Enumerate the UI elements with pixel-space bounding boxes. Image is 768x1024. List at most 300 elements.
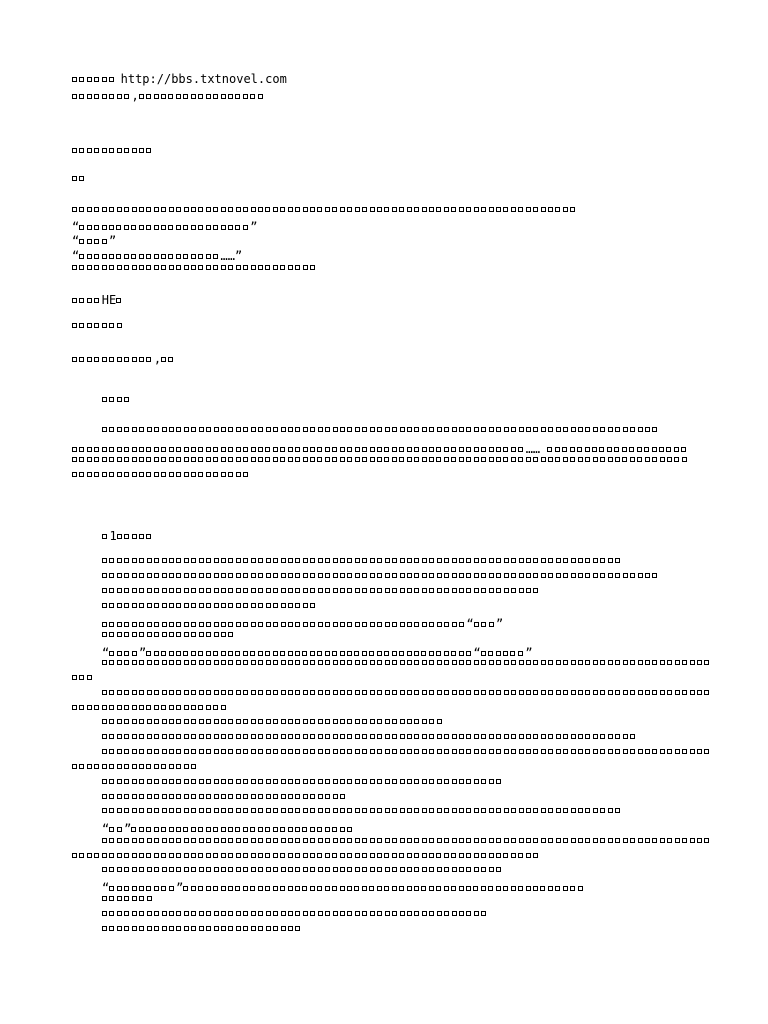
glyph-box <box>162 926 167 931</box>
glyph-box <box>437 779 442 784</box>
glyph-box <box>600 690 605 695</box>
glyph-box <box>377 690 382 695</box>
glyph-box <box>162 558 167 563</box>
glyph-box <box>251 573 256 578</box>
glyph-box <box>266 838 271 843</box>
glyph-box <box>556 734 561 739</box>
glyph-box <box>250 827 255 832</box>
glyph-box <box>333 427 338 432</box>
glyph-box <box>243 94 248 99</box>
glyph-box <box>273 573 278 578</box>
glyph-box <box>251 734 256 739</box>
glyph-box <box>131 254 136 259</box>
glyph-box <box>213 457 218 462</box>
glyph-box <box>139 447 144 452</box>
glyph-box <box>243 603 248 608</box>
glyph-box <box>600 558 605 563</box>
glyph-box <box>132 705 137 710</box>
chapter-line <box>102 896 154 901</box>
glyph-box <box>362 838 367 843</box>
glyph-box <box>199 719 204 724</box>
glyph-box <box>94 225 99 230</box>
glyph-box <box>214 749 219 754</box>
glyph-box <box>384 457 389 462</box>
glyph-box <box>236 779 241 784</box>
glyph-box <box>265 457 270 462</box>
glyph-box <box>213 705 218 710</box>
glyph-box <box>407 660 412 665</box>
glyph-box <box>214 573 219 578</box>
glyph-box <box>117 558 122 563</box>
glyph-box <box>541 808 546 813</box>
glyph-box <box>496 734 501 739</box>
glyph-box <box>102 705 107 710</box>
glyph-box <box>139 265 144 270</box>
glyph-box <box>451 457 456 462</box>
glyph-box <box>198 705 203 710</box>
glyph-box <box>124 225 129 230</box>
glyph-box <box>102 853 107 858</box>
glyph-box <box>139 779 144 784</box>
glyph-box <box>169 690 174 695</box>
glyph-box <box>281 573 286 578</box>
glyph-box <box>414 427 419 432</box>
glyph-box <box>645 573 650 578</box>
glyph-box <box>622 447 627 452</box>
glyph-box <box>399 886 404 891</box>
glyph-box <box>303 794 308 799</box>
glyph-box <box>147 427 152 432</box>
glyph-box <box>325 573 330 578</box>
glyph-box <box>571 734 576 739</box>
chapter-heading: 1 <box>102 529 154 543</box>
glyph-box <box>228 838 233 843</box>
glyph-box <box>645 660 650 665</box>
glyph-box <box>340 651 345 656</box>
glyph-box <box>437 749 442 754</box>
glyph-box <box>147 660 152 665</box>
glyph-box <box>132 472 137 477</box>
glyph-box <box>675 749 680 754</box>
glyph-box <box>221 447 226 452</box>
glyph-box <box>281 926 286 931</box>
glyph-box <box>414 853 419 858</box>
glyph-box <box>161 886 166 891</box>
glyph-box <box>132 926 137 931</box>
glyph-box <box>608 690 613 695</box>
glyph-box <box>295 926 300 931</box>
glyph-box <box>206 867 211 872</box>
glyph-box <box>317 853 322 858</box>
glyph-box <box>124 397 129 402</box>
glyph-box <box>79 357 84 362</box>
glyph-box <box>504 558 509 563</box>
glyph-box <box>162 779 167 784</box>
glyph-box <box>303 427 308 432</box>
glyph-box <box>243 794 248 799</box>
glyph-box <box>578 660 583 665</box>
glyph-box <box>355 853 360 858</box>
glyph-box <box>414 808 419 813</box>
glyph-box <box>139 457 144 462</box>
glyph-box <box>191 651 196 656</box>
glyph-box <box>266 779 271 784</box>
glyph-box <box>198 254 203 259</box>
glyph-box <box>117 622 122 627</box>
glyph-box <box>213 225 218 230</box>
glyph-box <box>518 207 523 212</box>
glyph-box <box>519 427 524 432</box>
glyph-box <box>154 603 159 608</box>
glyph-box <box>302 651 307 656</box>
glyph-box <box>660 690 665 695</box>
glyph-box <box>503 457 508 462</box>
glyph-box <box>169 764 174 769</box>
glyph-box <box>444 838 449 843</box>
glyph-box <box>638 690 643 695</box>
glyph-box <box>511 558 516 563</box>
glyph-box <box>154 225 159 230</box>
glyph-box <box>295 427 300 432</box>
glyph-box <box>146 207 151 212</box>
glyph-box <box>117 853 122 858</box>
glyph-box <box>139 690 144 695</box>
glyph-box <box>191 779 196 784</box>
glyph-box <box>377 911 382 916</box>
glyph-box <box>273 926 278 931</box>
glyph-box <box>310 690 315 695</box>
glyph-box <box>333 558 338 563</box>
glyph-box <box>266 749 271 754</box>
glyph-box <box>147 749 152 754</box>
glyph-box <box>214 867 219 872</box>
glyph-box <box>162 427 167 432</box>
source-url[interactable]: http://bbs.txtnovel.com <box>120 72 287 86</box>
glyph-box <box>623 573 628 578</box>
glyph-box <box>474 867 479 872</box>
glyph-box <box>221 265 226 270</box>
glyph-box <box>489 867 494 872</box>
glyph-box <box>251 447 256 452</box>
glyph-box <box>474 427 479 432</box>
intro-heading <box>102 397 132 402</box>
glyph-box <box>162 794 167 799</box>
glyph-box <box>258 603 263 608</box>
glyph-box <box>288 749 293 754</box>
glyph-box <box>191 254 196 259</box>
ending-tag: HE <box>72 293 124 307</box>
glyph-box <box>154 632 159 637</box>
glyph-box <box>199 779 204 784</box>
glyph-box <box>221 558 226 563</box>
glyph-box <box>236 660 241 665</box>
glyph-box <box>392 573 397 578</box>
glyph-box <box>258 926 263 931</box>
glyph-box <box>563 207 568 212</box>
glyph-box <box>161 764 166 769</box>
glyph-box <box>407 853 412 858</box>
glyph-box <box>109 632 114 637</box>
glyph-box <box>228 472 233 477</box>
glyph-box <box>221 427 226 432</box>
glyph-box <box>697 838 702 843</box>
glyph-box <box>667 660 672 665</box>
glyph-box <box>481 779 486 784</box>
glyph-box <box>109 749 114 754</box>
glyph-box <box>184 719 189 724</box>
glyph-box <box>139 911 144 916</box>
glyph-box <box>169 603 174 608</box>
glyph-box <box>295 779 300 784</box>
glyph-box <box>541 749 546 754</box>
glyph-box <box>169 779 174 784</box>
glyph-box <box>615 457 620 462</box>
glyph-box <box>236 734 241 739</box>
glyph-box <box>183 225 188 230</box>
glyph-box <box>481 427 486 432</box>
glyph-box <box>169 622 174 627</box>
glyph-box <box>228 651 233 656</box>
glyph-box <box>318 558 323 563</box>
glyph-box <box>385 749 390 754</box>
glyph-box <box>585 690 590 695</box>
glyph-box <box>250 94 255 99</box>
glyph-box <box>154 558 159 563</box>
glyph-box <box>139 472 144 477</box>
glyph-box <box>109 867 114 872</box>
glyph-box <box>347 827 352 832</box>
glyph-box <box>191 734 196 739</box>
glyph-box <box>109 651 114 656</box>
glyph-box <box>452 867 457 872</box>
glyph-box <box>541 457 546 462</box>
glyph-box <box>310 603 315 608</box>
glyph-box <box>295 867 300 872</box>
glyph-box <box>154 867 159 872</box>
glyph-box <box>295 573 300 578</box>
glyph-box <box>87 298 92 303</box>
glyph-box <box>526 749 531 754</box>
glyph-box <box>243 660 248 665</box>
glyph-box <box>362 622 367 627</box>
glyph-box <box>436 651 441 656</box>
source-label <box>72 72 117 86</box>
intro-line: …… <box>72 442 689 456</box>
glyph-box <box>585 749 590 754</box>
glyph-box <box>221 622 226 627</box>
glyph-box <box>154 734 159 739</box>
glyph-box <box>139 622 144 627</box>
glyph-box <box>243 719 248 724</box>
glyph-box <box>94 447 99 452</box>
glyph-box <box>362 207 367 212</box>
glyph-box <box>87 705 92 710</box>
glyph-box <box>243 911 248 916</box>
glyph-box <box>191 886 196 891</box>
glyph-box <box>666 447 671 452</box>
glyph-box <box>481 660 486 665</box>
glyph-box <box>79 265 84 270</box>
glyph-box <box>280 207 285 212</box>
glyph-box <box>139 225 144 230</box>
glyph-box <box>362 588 367 593</box>
glyph-box <box>444 651 449 656</box>
glyph-box <box>407 457 412 462</box>
glyph-box <box>407 651 412 656</box>
glyph-box <box>444 690 449 695</box>
glyph-box <box>459 427 464 432</box>
glyph-box <box>199 603 204 608</box>
glyph-box <box>169 853 174 858</box>
glyph-box <box>221 853 226 858</box>
glyph-box <box>214 719 219 724</box>
glyph-box <box>347 867 352 872</box>
glyph-box <box>162 838 167 843</box>
glyph-box <box>280 886 285 891</box>
glyph-box <box>124 719 129 724</box>
glyph-box <box>310 867 315 872</box>
glyph-box <box>102 225 107 230</box>
glyph-box <box>526 690 531 695</box>
glyph-box <box>117 886 122 891</box>
glyph-box <box>265 447 270 452</box>
glyph-box <box>117 632 122 637</box>
glyph-box <box>429 558 434 563</box>
glyph-box <box>146 472 151 477</box>
glyph-box <box>630 838 635 843</box>
glyph-box <box>340 853 345 858</box>
glyph-box <box>154 651 159 656</box>
glyph-box <box>169 827 174 832</box>
glyph-box <box>124 911 129 916</box>
glyph-box <box>87 225 92 230</box>
glyph-box <box>191 808 196 813</box>
glyph-box <box>265 207 270 212</box>
glyph-box <box>146 94 151 99</box>
glyph-box <box>72 298 77 303</box>
glyph-box <box>526 207 531 212</box>
glyph-box <box>481 651 486 656</box>
glyph-box <box>310 265 315 270</box>
glyph-box <box>161 265 166 270</box>
glyph-box <box>266 427 271 432</box>
glyph-box <box>213 853 218 858</box>
glyph-box <box>675 838 680 843</box>
glyph-box <box>370 427 375 432</box>
glyph-box <box>347 457 352 462</box>
glyph-box <box>206 225 211 230</box>
glyph-box <box>503 886 508 891</box>
glyph-box <box>570 207 575 212</box>
glyph-box <box>139 427 144 432</box>
glyph-box <box>400 573 405 578</box>
glyph-box <box>459 622 464 627</box>
glyph-box <box>585 457 590 462</box>
glyph-box <box>169 472 174 477</box>
glyph-box <box>682 749 687 754</box>
glyph-box <box>474 558 479 563</box>
glyph-box <box>303 867 308 872</box>
glyph-box <box>191 265 196 270</box>
glyph-box <box>541 690 546 695</box>
glyph-box <box>340 808 345 813</box>
glyph-box <box>377 867 382 872</box>
glyph-box <box>206 558 211 563</box>
glyph-box <box>109 254 114 259</box>
glyph-box <box>176 734 181 739</box>
glyph-box <box>236 603 241 608</box>
glyph-box <box>377 734 382 739</box>
glyph-box <box>496 558 501 563</box>
glyph-box <box>355 808 360 813</box>
glyph-box <box>652 457 657 462</box>
glyph-box <box>281 588 286 593</box>
glyph-box <box>333 749 338 754</box>
glyph-box <box>333 838 338 843</box>
glyph-box <box>265 827 270 832</box>
glyph-box <box>481 447 486 452</box>
glyph-box <box>466 779 471 784</box>
chapter-line <box>102 573 660 578</box>
glyph-box <box>228 660 233 665</box>
glyph-box <box>109 148 114 153</box>
glyph-box <box>355 719 360 724</box>
glyph-box <box>191 827 196 832</box>
glyph-box <box>154 705 159 710</box>
glyph-box <box>674 447 679 452</box>
glyph-box <box>109 794 114 799</box>
glyph-box <box>117 207 122 212</box>
glyph-box <box>243 867 248 872</box>
glyph-box <box>303 603 308 608</box>
glyph-box <box>146 457 151 462</box>
glyph-box <box>318 734 323 739</box>
chapter-line <box>102 632 236 637</box>
glyph-box <box>206 853 211 858</box>
glyph-box <box>117 690 122 695</box>
glyph-box <box>474 779 479 784</box>
glyph-box <box>354 651 359 656</box>
glyph-box <box>228 632 233 637</box>
glyph-box <box>206 926 211 931</box>
glyph-box <box>414 207 419 212</box>
glyph-box <box>362 427 367 432</box>
glyph-box <box>496 651 501 656</box>
glyph-box <box>310 808 315 813</box>
glyph-box <box>496 447 501 452</box>
glyph-box <box>251 749 256 754</box>
glyph-box <box>295 588 300 593</box>
glyph-box <box>139 896 144 901</box>
glyph-box <box>362 749 367 754</box>
chapter-line <box>72 705 228 710</box>
glyph-box <box>295 853 300 858</box>
glyph-box <box>333 734 338 739</box>
glyph-box <box>161 472 166 477</box>
glyph-box <box>243 734 248 739</box>
glyph-box <box>258 447 263 452</box>
glyph-box <box>585 558 590 563</box>
glyph-box <box>385 719 390 724</box>
glyph-box <box>317 827 322 832</box>
glyph-box <box>243 225 248 230</box>
glyph-box <box>548 734 553 739</box>
glyph-box <box>117 779 122 784</box>
glyph-box <box>444 808 449 813</box>
glyph-box <box>184 427 189 432</box>
glyph-box <box>176 827 181 832</box>
glyph-box <box>206 573 211 578</box>
